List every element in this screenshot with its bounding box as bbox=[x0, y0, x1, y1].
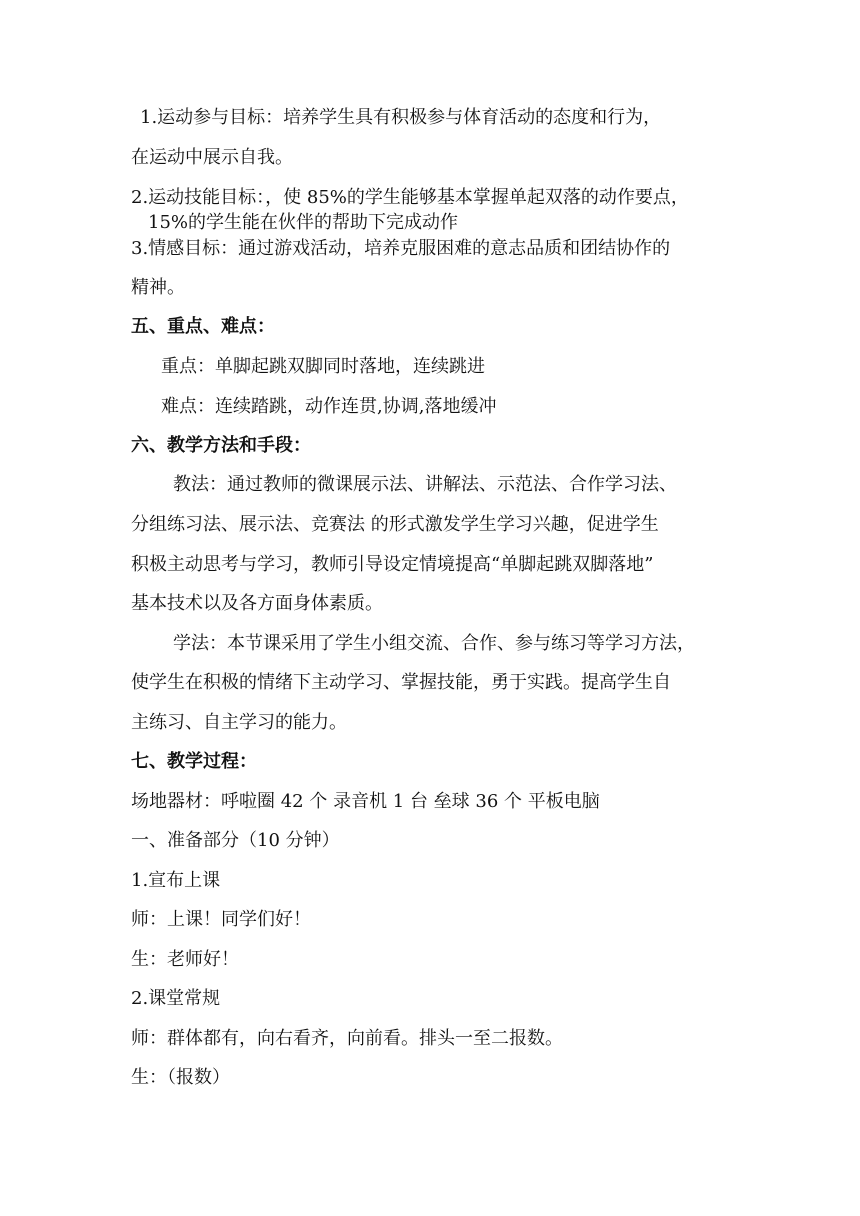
objective-emotion-cont: 精神。 bbox=[131, 277, 185, 298]
objective-skill: 2.运动技能目标：，使 85%的学生能够基本掌握单起双落的动作要点， bbox=[131, 187, 689, 208]
step-class-routine: 2.课堂常规 bbox=[131, 988, 221, 1009]
key-point: 重点：单脚起跳双脚同时落地，连续跳进 bbox=[161, 356, 485, 377]
objective-participation: 1.运动参与目标：培养学生具有积极参与体育活动的态度和行为， bbox=[140, 107, 662, 128]
teacher-line-2: 师：群体都有，向右看齐，向前看。排头一至二报数。 bbox=[131, 1028, 563, 1049]
learning-method-cont-1: 使学生在积极的情绪下主动学习、掌握技能，勇于实践。提高学生自 bbox=[131, 672, 671, 693]
teaching-method-cont-3: 基本技术以及各方面身体素质。 bbox=[131, 593, 383, 614]
student-line-1: 生：老师好！ bbox=[131, 949, 239, 970]
teaching-method: 教法：通过教师的微课展示法、讲解法、示范法、合作学习法、 bbox=[173, 474, 677, 495]
teaching-method-cont-2: 积极主动思考与学习，教师引导设定情境提高“单脚起跳双脚落地” bbox=[131, 554, 654, 575]
section-heading-process: 七、教学过程： bbox=[131, 751, 257, 772]
step-announce-class: 1.宣布上课 bbox=[131, 870, 221, 891]
learning-method-cont-2: 主练习、自主学习的能力。 bbox=[131, 712, 347, 733]
teacher-line-1: 师：上课！同学们好！ bbox=[131, 909, 311, 930]
section-heading-methods: 六、教学方法和手段： bbox=[131, 435, 311, 456]
student-line-2: 生：（报数） bbox=[131, 1067, 230, 1088]
difficult-point: 难点：连续踏跳，动作连贯,协调,落地缓冲 bbox=[161, 396, 497, 417]
equipment-list: 场地器材：呼啦圈 42 个 录音机 1 台 垒球 36 个 平板电脑 bbox=[131, 791, 600, 812]
preparation-part-heading: 一、准备部分（10 分钟） bbox=[131, 830, 340, 851]
teaching-method-cont-1: 分组练习法、展示法、竞赛法 的形式激发学生学习兴趣，促进学生 bbox=[131, 514, 659, 535]
objective-skill-cont: 15%的学生能在伙伴的帮助下完成动作 bbox=[148, 212, 459, 233]
objective-participation-cont: 在运动中展示自我。 bbox=[131, 147, 293, 168]
learning-method: 学法：本节课采用了学生小组交流、合作、参与练习等学习方法， bbox=[173, 633, 695, 654]
objective-emotion: 3.情感目标：通过游戏活动，培养克服困难的意志品质和团结协作的 bbox=[131, 238, 671, 259]
section-heading-key-points: 五、重点、难点： bbox=[131, 316, 275, 337]
